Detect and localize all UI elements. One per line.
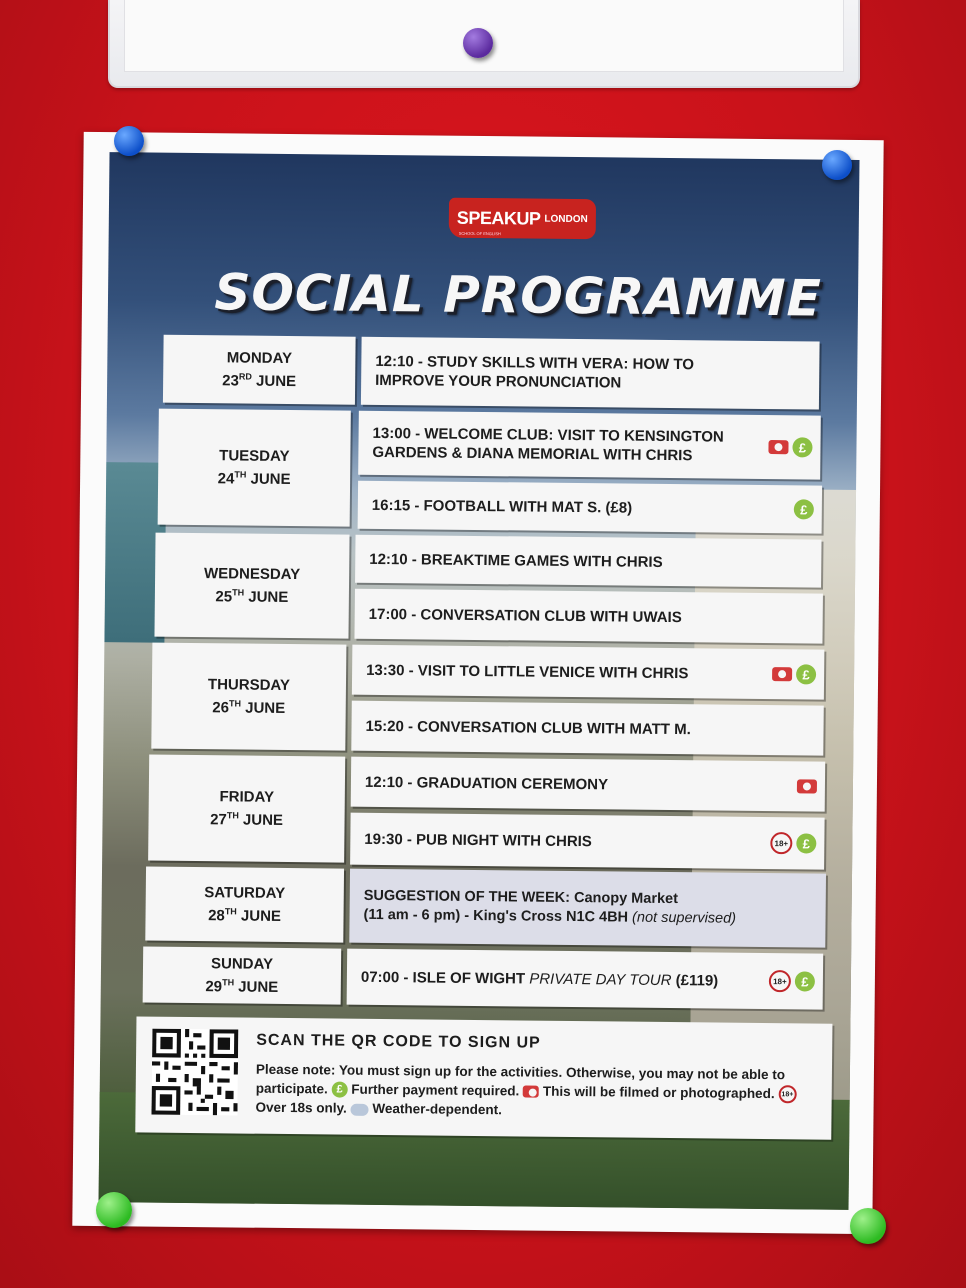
over-18-icon: 18+ (769, 970, 791, 992)
event-monday-1: 12:10 - STUDY SKILLS WITH VERA: HOW TO IMPROVE YOUR PRONUNCIATION (361, 337, 820, 410)
event-thursday-2: 15:20 - CONVERSATION CLUB WITH MATT M. (351, 701, 823, 756)
poster-background-photo (99, 152, 860, 1210)
green-push-pin-left (96, 1192, 132, 1228)
weather-icon (351, 1104, 369, 1116)
event-friday-1: 12:10 - GRADUATION CEREMONY (351, 757, 825, 812)
event-tuesday-1: 13:00 - WELCOME CLUB: VISIT TO KENSINGTON GARDENS & DIANA MEMORIAL WITH CHRIS £ (358, 411, 821, 480)
day-thursday: THURSDAY 26TH JUNE (151, 643, 346, 751)
green-push-pin-right (850, 1208, 886, 1244)
pound-icon: £ (794, 499, 814, 519)
suggestion-place: Canopy Market (573, 890, 679, 908)
blue-push-pin-right (822, 150, 852, 180)
camera-icon (768, 440, 788, 454)
blue-push-pin-left (114, 126, 144, 156)
qr-code[interactable] (151, 1029, 238, 1116)
event-sunday-1: 07:00 - ISLE OF WIGHT PRIVATE DAY TOUR (£119) 18+ £ (347, 949, 824, 1010)
camera-icon (523, 1086, 539, 1098)
pound-icon: £ (796, 833, 816, 853)
purple-push-pin (463, 28, 493, 58)
day-saturday: SATURDAY 28TH JUNE (145, 867, 344, 943)
event-saturday-suggestion (349, 869, 826, 948)
camera-icon (772, 667, 792, 681)
signup-footer (135, 1016, 832, 1139)
event-tuesday-2: 16:15 - FOOTBALL WITH MAT S. (£8) £ (358, 481, 822, 534)
day-tuesday: TUESDAY 24TH JUNE (158, 409, 351, 527)
footer-note: Please note: You must sign up for the activities. Otherwise, you may not be able to participate. £ Further payment required. This will be filmed or photographed. 18+ Over 18s only. Weather-dependent. (255, 1060, 816, 1123)
event-friday-2: 19:30 - PUB NIGHT WITH CHRIS 18+ £ (350, 813, 825, 870)
day-wednesday: WEDNESDAY 25TH JUNE (154, 533, 349, 639)
over-18-icon: 18+ (770, 832, 792, 854)
pound-icon: £ (331, 1082, 347, 1098)
event-wednesday-1: 12:10 - BREAKTIME GAMES WITH CHRIS (355, 535, 821, 588)
event-thursday-1: 13:30 - VISIT TO LITTLE VENICE WITH CHRIS £ (352, 645, 824, 700)
poster-title: SOCIAL PROGRAMME (214, 263, 823, 328)
suggestion-note: (not supervised) (632, 909, 737, 927)
footer-heading: SCAN THE QR CODE TO SIGN UP (256, 1031, 541, 1052)
over-18-icon: 18+ (778, 1086, 796, 1104)
event-wednesday-2: 17:00 - CONVERSATION CLUB WITH UWAIS (354, 589, 822, 644)
suggestion-detail: (11 am - 6 pm) - King's Cross N1C 4BH (363, 906, 629, 926)
suggestion-label: SUGGESTION OF THE WEEK: (363, 887, 571, 906)
day-monday: MONDAY 23RD JUNE (163, 335, 356, 405)
day-sunday: SUNDAY 29TH JUNE (143, 947, 342, 1005)
speakup-logo: SPEAKUP LONDON SCHOOL OF ENGLISH (449, 198, 596, 240)
day-friday: FRIDAY 27TH JUNE (148, 755, 345, 863)
pound-icon: £ (796, 664, 816, 684)
pound-icon: £ (795, 971, 815, 991)
camera-icon (797, 779, 817, 793)
pound-icon: £ (792, 437, 812, 457)
poster (72, 132, 883, 1234)
